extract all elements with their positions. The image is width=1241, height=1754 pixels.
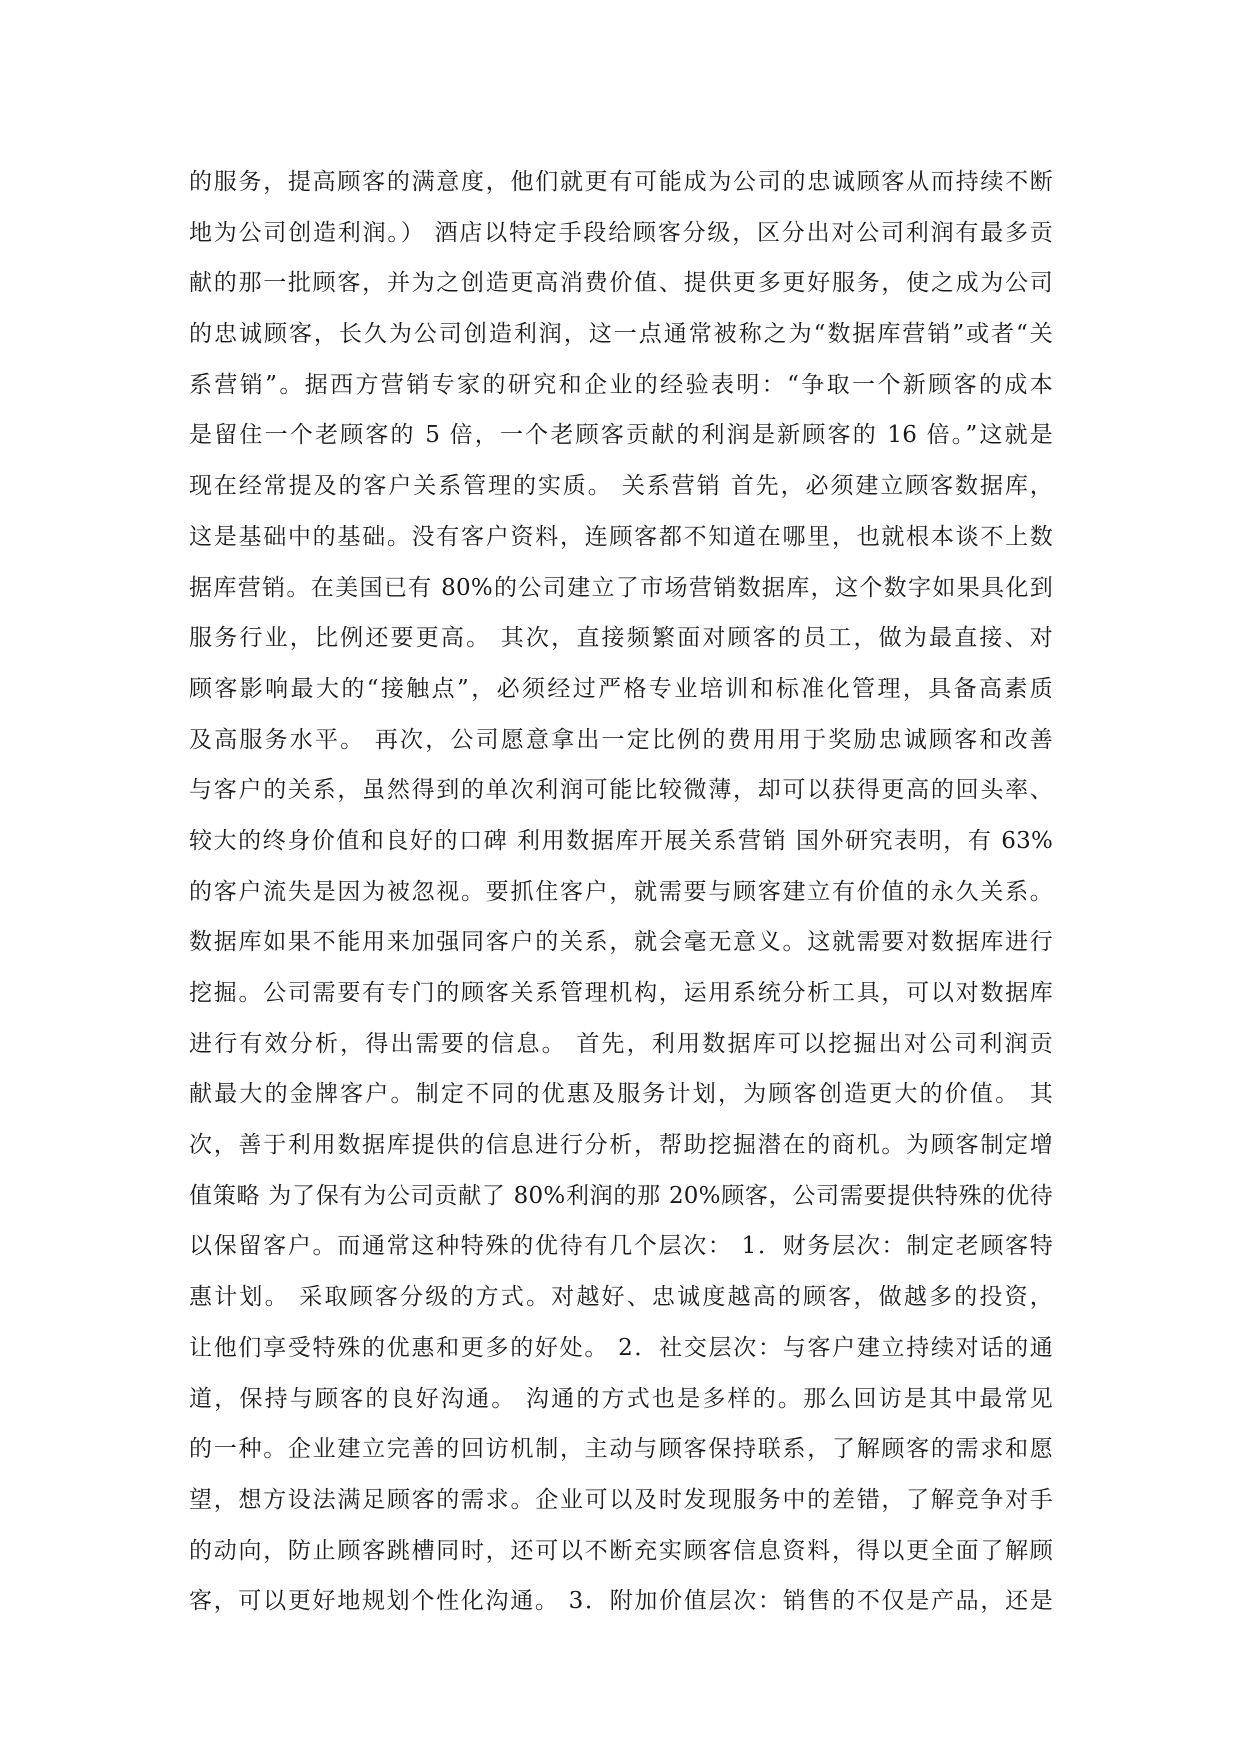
text-line: 的服务，提高顾客的满意度，他们就更有可能成为公司的忠诚顾客从而持续不断 [189,169,1053,195]
text-line: 进行有效分析，得出需要的信息。 首先，利用数据库可以挖掘出对公司利润贡 [189,1030,1053,1057]
text-line: 及高服务水平。 再次，公司愿意拿出一定比例的费用用于奖励忠诚顾客和改善 [189,726,1053,753]
text-line: 的客户流失是因为被忽视。要抓住客户，就需要与顾客建立有价值的永久关系。 [189,878,1053,905]
text-line: 数据库如果不能用来加强同客户的关系，就会毫无意义。这就需要对数据库进行 [189,929,1053,956]
text-line: 以保留客户。而通常这种特殊的优待有几个层次： 1．财务层次：制定老顾客特 [189,1233,1053,1260]
text-line: 较大的终身价值和良好的口碑 利用数据库开展关系营销 国外研究表明，有 63% [189,827,1053,854]
text-line: 地为公司创造利润。） 酒店以特定手段给顾客分级，区分出对公司利润有最多贡 [189,219,1053,246]
text-line: 次，善于利用数据库提供的信息进行分析，帮助挖掘潜在的商机。为顾客制定增 [189,1132,1053,1159]
text-line: 服务行业，比例还要更高。 其次，直接频繁面对顾客的员工，做为最直接、对 [189,625,1053,652]
text-line: 道，保持与顾客的良好沟通。 沟通的方式也是多样的。那么回访是其中最常见 [189,1385,1053,1412]
text-line: 望，想方设法满足顾客的需求。企业可以及时发现服务中的差错，了解竞争对手 [189,1486,1053,1513]
text-line: 献最大的金牌客户。制定不同的优惠及服务计划，为顾客创造更大的价值。 其 [189,1081,1053,1108]
text-line: 的动向，防止顾客跳槽同时，还可以不断充实顾客信息资料，得以更全面了解顾 [189,1537,1053,1564]
text-line: 系营销”。据西方营销专家的研究和企业的经验表明：“争取一个新顾客的成本 [189,371,1053,398]
text-line: 献的那一批顾客，并为之创造更高消费价值、提供更多更好服务，使之成为公司 [189,270,1053,297]
text-line: 据库营销。在美国已有 80%的公司建立了市场营销数据库，这个数字如果具化到 [189,574,1053,601]
text-line: 惠计划。 采取顾客分级的方式。对越好、忠诚度越高的顾客，做越多的投资， [189,1284,1053,1311]
text-line: 让他们享受特殊的优惠和更多的好处。 2．社交层次：与客户建立持续对话的通 [189,1334,1053,1361]
body-paragraph [189,157,1053,1627]
text-line: 与客户的关系，虽然得到的单次利润可能比较微薄，却可以获得更高的回头率、 [189,777,1053,804]
text-line: 客，可以更好地规划个性化沟通。 3．附加价值层次：销售的不仅是产品，还是 [189,1588,1053,1615]
text-line: 顾客影响最大的“接触点”，必须经过严格专业培训和标准化管理，具备高素质 [189,675,1053,702]
text-line: 是留住一个老顾客的 5 倍，一个老顾客贡献的利润是新顾客的 16 倍。”这就是 [189,422,1053,449]
text-line: 这是基础中的基础。没有客户资料，连顾客都不知道在哪里，也就根本谈不上数 [189,523,1053,550]
text-line: 的忠诚顾客，长久为公司创造利润，这一点通常被称之为“数据库营销”或者“关 [189,321,1053,348]
text-line: 挖掘。公司需要有专门的顾客关系管理机构，运用系统分析工具，可以对数据库 [189,980,1053,1006]
text-line: 现在经常提及的客户关系管理的实质。 关系营销 首先，必须建立顾客数据库， [189,473,1053,500]
text-line: 的一种。企业建立完善的回访机制，主动与顾客保持联系，了解顾客的需求和愿 [189,1436,1053,1463]
text-line: 值策略 为了保有为公司贡献了 80%利润的那 20%顾客，公司需要提供特殊的优待 [189,1182,1053,1209]
